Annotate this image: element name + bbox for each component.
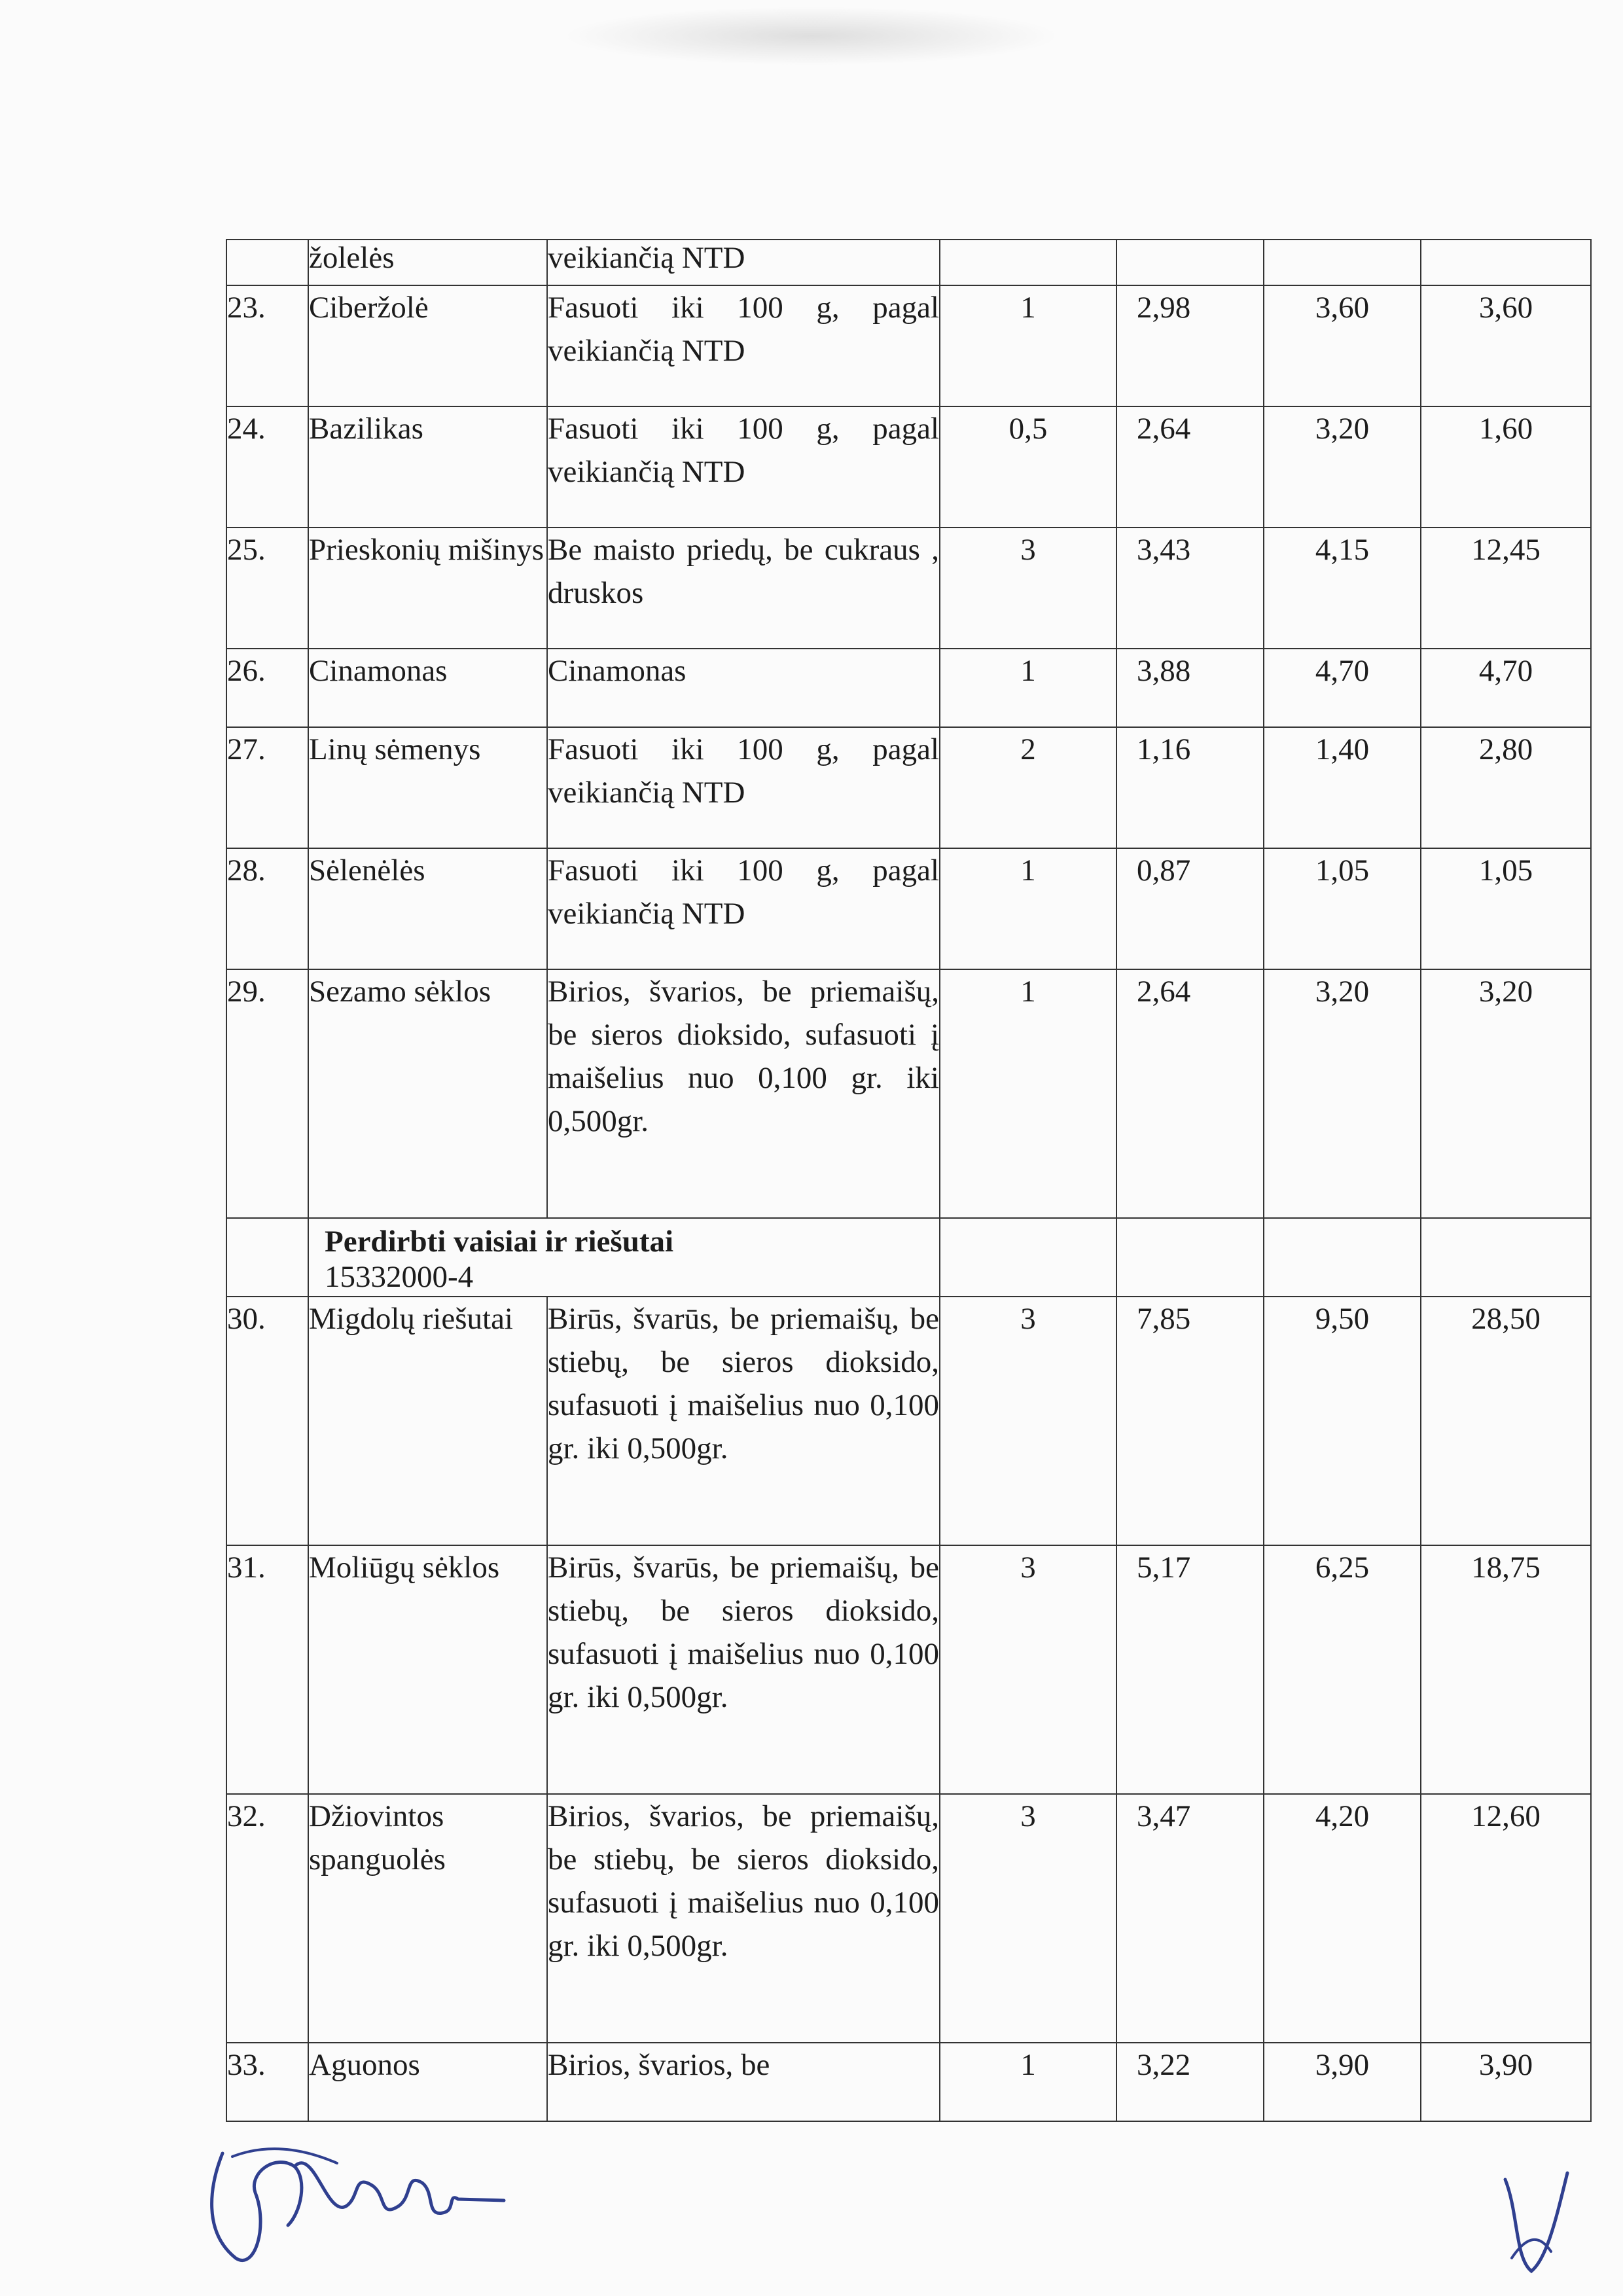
quantity: 1	[940, 649, 1116, 727]
continued-row	[226, 240, 1591, 285]
row-number: 31.	[226, 1545, 308, 1794]
handwritten-signature	[196, 2127, 510, 2278]
quantity: 1	[940, 969, 1116, 1218]
product-description: Cinamonas	[547, 649, 940, 727]
product-description: Birios, švarios, be priemaišų, be stiebų, be sieros dioksido, sufasuoti į maišelius nuo 0,100 gr. iki 0,500gr.	[547, 1794, 940, 2043]
product-name: Linų sėmenys	[308, 727, 547, 848]
total-price: 28,50	[1421, 1297, 1591, 1545]
product-description: Fasuoti iki 100 g, pagal veikiančią NTD	[547, 727, 940, 848]
unit-price: 2,98	[1116, 285, 1264, 406]
product-description: Fasuoti iki 100 g, pagal veikiančią NTD	[547, 406, 940, 528]
row-number: 25.	[226, 528, 308, 649]
unit-price-with-vat: 3,20	[1264, 969, 1421, 1218]
product-name: Sėlenėlės	[308, 848, 547, 969]
unit-price: 3,88	[1116, 649, 1264, 727]
total-price: 1,60	[1421, 406, 1591, 528]
product-description: Fasuoti iki 100 g, pagal veikiančią NTD	[547, 848, 940, 969]
unit-price: 0,87	[1116, 848, 1264, 969]
product-description: Birūs, švarūs, be priemaišų, be stiebų, be sieros dioksido, sufasuoti į maišelius nuo 0,100 gr. iki 0,500gr.	[547, 1297, 940, 1545]
unit-price-with-vat: 1,05	[1264, 848, 1421, 969]
category-title: Perdirbti vaisiai ir riešutai	[325, 1225, 674, 1259]
total-price: 2,80	[1421, 727, 1591, 848]
unit-price-with-vat: 3,20	[1264, 406, 1421, 528]
unit-price-with-vat: 3,60	[1264, 285, 1421, 406]
unit-price: 1,16	[1116, 727, 1264, 848]
row-number: 29.	[226, 969, 308, 1218]
quantity: 0,5	[940, 406, 1116, 528]
unit-price: 5,17	[1116, 1545, 1264, 1794]
product-description: Fasuoti iki 100 g, pagal veikiančią NTD	[547, 285, 940, 406]
quantity: 2	[940, 727, 1116, 848]
row-number: 28.	[226, 848, 308, 969]
total-price: 18,75	[1421, 1545, 1591, 1794]
product-name: Prieskonių mišinys	[308, 528, 547, 649]
unit-price: 2,64	[1116, 406, 1264, 528]
unit-price-with-vat: 1,40	[1264, 727, 1421, 848]
unit-price-with-vat: 3,90	[1264, 2043, 1421, 2121]
table-row	[226, 649, 1591, 727]
table-row	[226, 1794, 1591, 2043]
quantity: 3	[940, 1545, 1116, 1794]
product-name: Migdolų riešutai	[308, 1297, 547, 1545]
row-number: 30.	[226, 1297, 308, 1545]
table-row	[226, 285, 1591, 406]
unit-price: 3,22	[1116, 2043, 1264, 2121]
quantity: 3	[940, 1297, 1116, 1545]
table-row	[226, 528, 1591, 649]
table-row	[226, 727, 1591, 848]
category-row	[226, 1218, 1591, 1297]
product-name: Džiovintos spanguolės	[308, 1794, 547, 2043]
quantity: 1	[940, 848, 1116, 969]
total-price: 3,20	[1421, 969, 1591, 1218]
product-name: Bazilikas	[308, 406, 547, 528]
product-description: veikiančią NTD	[547, 240, 940, 285]
row-number: 24.	[226, 406, 308, 528]
row-number: 32.	[226, 1794, 308, 2043]
product-description: Birios, švarios, be priemaišų, be sieros dioksido, sufasuoti į maišelius nuo 0,100 gr. iki 0,500gr.	[547, 969, 940, 1218]
unit-price: 3,43	[1116, 528, 1264, 649]
unit-price: 3,47	[1116, 1794, 1264, 2043]
quantity: 3	[940, 528, 1116, 649]
product-description: Be maisto priedų, be cukraus , druskos	[547, 528, 940, 649]
product-name: Sezamo sėklos	[308, 969, 547, 1218]
unit-price-with-vat: 9,50	[1264, 1297, 1421, 1545]
product-name: žolelės	[308, 240, 547, 285]
total-price: 1,05	[1421, 848, 1591, 969]
row-number: 26.	[226, 649, 308, 727]
row-number	[226, 240, 308, 285]
unit-price-with-vat: 6,25	[1264, 1545, 1421, 1794]
table-row	[226, 406, 1591, 528]
unit-price: 7,85	[1116, 1297, 1264, 1545]
table-row	[226, 2043, 1591, 2121]
category-cell	[308, 1218, 940, 1297]
total-price: 12,60	[1421, 1794, 1591, 2043]
product-description: Birūs, švarūs, be priemaišų, be stiebų, be sieros dioksido, sufasuoti į maišelius nuo 0,100 gr. iki 0,500gr.	[547, 1545, 940, 1794]
unit-price-with-vat: 4,15	[1264, 528, 1421, 649]
product-name: Cinamonas	[308, 649, 547, 727]
total-price: 4,70	[1421, 649, 1591, 727]
category-code: 15332000-4	[325, 1260, 474, 1294]
total-price: 3,90	[1421, 2043, 1591, 2121]
product-name: Moliūgų sėklos	[308, 1545, 547, 1794]
initials-mark	[1486, 2160, 1577, 2291]
table-row	[226, 1297, 1591, 1545]
table-row	[226, 848, 1591, 969]
row-number: 27.	[226, 727, 308, 848]
quantity: 1	[940, 285, 1116, 406]
unit-price-with-vat: 4,70	[1264, 649, 1421, 727]
row-number: 33.	[226, 2043, 308, 2121]
unit-price: 2,64	[1116, 969, 1264, 1218]
quantity: 3	[940, 1794, 1116, 2043]
table-row	[226, 969, 1591, 1218]
product-description: Birios, švarios, be	[547, 2043, 940, 2121]
total-price: 12,45	[1421, 528, 1591, 649]
scan-smudge	[563, 7, 1060, 65]
unit-price-with-vat: 4,20	[1264, 1794, 1421, 2043]
product-table	[226, 239, 1592, 2122]
row-number: 23.	[226, 285, 308, 406]
product-name: Ciberžolė	[308, 285, 547, 406]
table-row	[226, 1545, 1591, 1794]
total-price: 3,60	[1421, 285, 1591, 406]
quantity: 1	[940, 2043, 1116, 2121]
product-name: Aguonos	[308, 2043, 547, 2121]
